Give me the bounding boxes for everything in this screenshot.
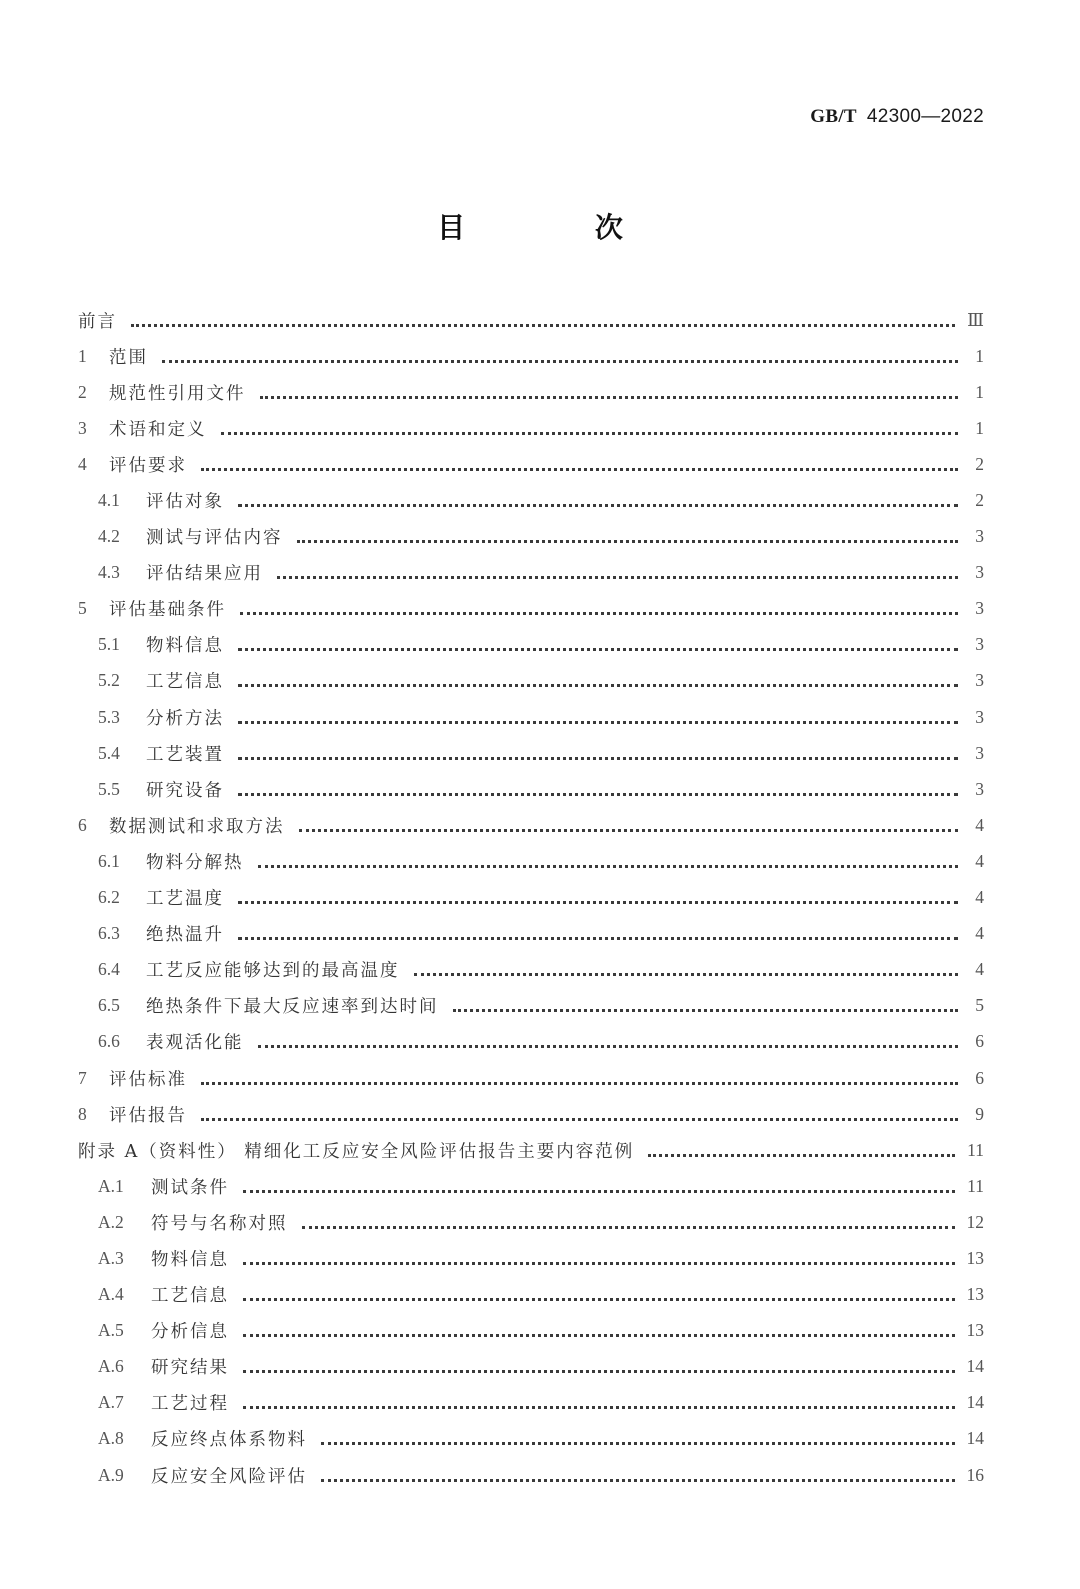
- toc-entry-title: 工艺信息: [151, 1286, 229, 1307]
- toc-entry[interactable]: [78, 1204, 984, 1240]
- dot-leader: [221, 428, 959, 435]
- toc-entry[interactable]: [78, 699, 984, 735]
- toc-entry[interactable]: [78, 771, 984, 807]
- toc-entry-page-number: 14: [966, 1356, 984, 1377]
- toc-entry-number: A.3: [98, 1247, 124, 1268]
- dot-leader: [321, 1438, 955, 1445]
- toc-entry-title: 工艺装置: [146, 744, 224, 765]
- toc-entry-page-number: 3: [975, 670, 984, 691]
- toc-entry-page-number: 3: [975, 634, 984, 655]
- toc-entry-page-number: 3: [975, 562, 984, 583]
- dot-leader: [243, 1330, 955, 1337]
- toc-entry[interactable]: [78, 1277, 984, 1313]
- dot-leader: [238, 897, 958, 904]
- toc-entry-number: 3: [78, 417, 87, 438]
- toc-entry-title: 数据测试和求取方法: [109, 816, 285, 837]
- toc-entry-title: 工艺过程: [151, 1394, 229, 1415]
- toc-entry-page-number: 6: [975, 1031, 984, 1052]
- toc-entry-title: 物料信息: [146, 636, 224, 657]
- toc-entry-number: A.9: [98, 1464, 124, 1485]
- toc-entry-number: A.8: [98, 1428, 124, 1449]
- toc-entry-page-number: 3: [975, 598, 984, 619]
- toc-entry[interactable]: [78, 410, 984, 446]
- toc-entry-page-number: 13: [966, 1320, 984, 1341]
- dot-leader: [238, 789, 958, 796]
- toc-entry-title: 评估结果应用: [146, 564, 263, 585]
- dot-leader: [414, 969, 959, 976]
- toc-entry-number: 7: [78, 1067, 87, 1088]
- toc-entry-title: 研究设备: [146, 780, 224, 801]
- toc-entry-title: 物料信息: [151, 1249, 229, 1270]
- dot-leader: [162, 356, 958, 363]
- standard-prefix: GB/T: [810, 106, 857, 127]
- toc-entry-title: 评估对象: [146, 492, 224, 513]
- toc-entry-page-number: 1: [975, 417, 984, 438]
- toc-entry[interactable]: [78, 916, 984, 952]
- toc-entry-title: 评估基础条件: [109, 600, 226, 621]
- toc-entry-page-number: 14: [966, 1392, 984, 1413]
- toc-entry-page-number: 4: [975, 850, 984, 871]
- toc-entry-title: 反应安全风险评估: [151, 1466, 307, 1487]
- toc-entry-number: 4.2: [98, 526, 120, 547]
- toc-entry-page-number: Ⅲ: [967, 309, 984, 330]
- dot-leader: [297, 536, 959, 543]
- toc-entry[interactable]: [78, 880, 984, 916]
- toc-entry-page-number: 13: [966, 1247, 984, 1268]
- toc-entry[interactable]: [78, 1457, 984, 1493]
- toc-entry-number: 5.1: [98, 634, 120, 655]
- dot-leader: [302, 1222, 955, 1229]
- toc-entry-page-number: 5: [975, 995, 984, 1016]
- toc-entry-number: 2: [78, 381, 87, 402]
- dot-leader: [648, 1150, 955, 1157]
- toc-entry-page-number: 3: [975, 526, 984, 547]
- toc-entry-number: 5.4: [98, 742, 120, 763]
- toc-entry-number: 5: [78, 598, 87, 619]
- toc-entry[interactable]: [78, 988, 984, 1024]
- toc-entry-number: 5.3: [98, 706, 120, 727]
- toc-entry-title: 绝热温升: [146, 925, 224, 946]
- dot-leader: [238, 500, 958, 507]
- toc-entry-title: 物料分解热: [146, 852, 244, 873]
- toc-entry-number: 6.3: [98, 923, 120, 944]
- toc-entry[interactable]: [78, 1349, 984, 1385]
- toc-entry[interactable]: [78, 374, 984, 410]
- standard-code: [810, 106, 984, 128]
- toc-entry-page-number: 2: [975, 453, 984, 474]
- dot-leader: [453, 1005, 959, 1012]
- toc-entry-title: 术语和定义: [109, 419, 207, 440]
- dot-leader: [299, 825, 959, 832]
- dot-leader: [243, 1258, 955, 1265]
- toc-entry-title: 评估标准: [109, 1069, 187, 1090]
- toc-entry[interactable]: [78, 843, 984, 879]
- toc-entry-title: 评估报告: [109, 1105, 187, 1126]
- toc-entry-number: 5.5: [98, 778, 120, 799]
- toc-entry-number: 4.3: [98, 562, 120, 583]
- toc-entry-number: A.5: [98, 1320, 124, 1341]
- toc-entry-number: 8: [78, 1103, 87, 1124]
- toc-entry-title: 范围: [109, 347, 148, 368]
- toc-entry[interactable]: [78, 1060, 984, 1096]
- toc-entry-page-number: 4: [975, 887, 984, 908]
- dot-leader: [238, 680, 958, 687]
- toc-entry-title: 符号与名称对照: [151, 1213, 288, 1234]
- toc-entry-page-number: 4: [975, 959, 984, 980]
- toc-entry-number: A.2: [98, 1211, 124, 1232]
- dot-leader: [238, 644, 958, 651]
- toc-entry-page-number: 12: [966, 1211, 984, 1232]
- toc-entry-number: 5.2: [98, 670, 120, 691]
- dot-leader: [260, 392, 959, 399]
- toc-entry-number: 6.1: [98, 850, 120, 871]
- dot-leader: [321, 1475, 955, 1482]
- toc-entry-page-number: 3: [975, 742, 984, 763]
- toc-entry-page-number: 6: [975, 1067, 984, 1088]
- dot-leader: [238, 717, 958, 724]
- toc-entry-number: 4: [78, 453, 87, 474]
- toc-entry-number: A.7: [98, 1392, 124, 1413]
- toc-entry-page-number: 4: [975, 923, 984, 944]
- toc-entry-page-number: 1: [975, 345, 984, 366]
- toc-entry[interactable]: [78, 1096, 984, 1132]
- dot-leader: [258, 861, 959, 868]
- toc-entry[interactable]: [78, 1313, 984, 1349]
- toc-entry-title: 测试条件: [151, 1177, 229, 1198]
- toc-entry-title: 表观活化能: [146, 1033, 244, 1054]
- dot-leader: [201, 1078, 958, 1085]
- toc-entry[interactable]: [78, 663, 984, 699]
- toc-entry[interactable]: [78, 302, 984, 338]
- toc-entry-number: 6.5: [98, 995, 120, 1016]
- toc-entry-page-number: 11: [967, 1139, 984, 1160]
- dot-leader: [131, 320, 955, 327]
- toc-entry-number: A.1: [98, 1175, 124, 1196]
- toc-entry-page-number: 9: [975, 1103, 984, 1124]
- toc-entry-title: 反应终点体系物料: [151, 1430, 307, 1451]
- toc-entry[interactable]: [78, 807, 984, 843]
- dot-leader: [243, 1402, 955, 1409]
- toc-entry-title: 评估要求: [109, 455, 187, 476]
- toc-entry-title: 测试与评估内容: [146, 528, 283, 549]
- dot-leader: [243, 1186, 955, 1193]
- toc-entry-number: 4.1: [98, 490, 120, 511]
- dot-leader: [201, 464, 958, 471]
- toc-entry[interactable]: [78, 555, 984, 591]
- dot-leader: [238, 753, 958, 760]
- toc-entry[interactable]: [78, 519, 984, 555]
- toc-entry[interactable]: [78, 591, 984, 627]
- toc-entry-page-number: 14: [966, 1428, 984, 1449]
- toc-entry[interactable]: [78, 482, 984, 518]
- table-of-contents: [78, 302, 984, 1493]
- toc-entry[interactable]: [78, 1024, 984, 1060]
- toc-entry-page-number: 13: [966, 1284, 984, 1305]
- dot-leader: [243, 1366, 955, 1373]
- toc-entry[interactable]: [78, 735, 984, 771]
- toc-entry[interactable]: [78, 627, 984, 663]
- toc-entry-number: 6: [78, 814, 87, 835]
- page-title: 目 次: [437, 211, 683, 244]
- toc-entry-page-number: 2: [975, 490, 984, 511]
- toc-entry-number: 6.2: [98, 887, 120, 908]
- toc-entry-page-number: 1: [975, 381, 984, 402]
- toc-entry-page-number: 3: [975, 706, 984, 727]
- dot-leader: [243, 1294, 955, 1301]
- toc-entry-number: A.4: [98, 1284, 124, 1305]
- toc-entry[interactable]: [78, 1385, 984, 1421]
- toc-entry-page-number: 4: [975, 814, 984, 835]
- toc-entry-title: 前言: [78, 311, 117, 332]
- toc-entry[interactable]: [78, 446, 984, 482]
- toc-entry-title: 分析方法: [146, 708, 224, 729]
- toc-entry-title: 绝热条件下最大反应速率到达时间: [146, 997, 439, 1018]
- toc-entry[interactable]: [78, 952, 984, 988]
- standard-number: 42300—2022: [866, 106, 984, 127]
- toc-entry-page-number: 11: [967, 1175, 984, 1196]
- toc-entry-title: 分析信息: [151, 1322, 229, 1343]
- toc-entry-page-number: 3: [975, 778, 984, 799]
- toc-entry[interactable]: [78, 1240, 984, 1276]
- toc-entry-number: 6.4: [98, 959, 120, 980]
- dot-leader: [240, 608, 958, 615]
- dot-leader: [258, 1041, 959, 1048]
- toc-entry-title: 工艺信息: [146, 672, 224, 693]
- toc-entry[interactable]: [78, 1421, 984, 1457]
- dot-leader: [277, 572, 958, 579]
- toc-entry[interactable]: [78, 338, 984, 374]
- toc-entry-title: 研究结果: [151, 1358, 229, 1379]
- toc-entry-number: A.6: [98, 1356, 124, 1377]
- toc-entry[interactable]: [78, 1132, 984, 1168]
- toc-entry-title: 规范性引用文件: [109, 383, 246, 404]
- toc-entry-number: 6.6: [98, 1031, 120, 1052]
- toc-entry-title: 工艺反应能够达到的最高温度: [146, 961, 400, 982]
- toc-entry-title: 工艺温度: [146, 889, 224, 910]
- toc-entry-title: 附录 A（资料性） 精细化工反应安全风险评估报告主要内容范例: [78, 1141, 635, 1162]
- dot-leader: [201, 1114, 958, 1121]
- dot-leader: [238, 933, 958, 940]
- toc-entry[interactable]: [78, 1168, 984, 1204]
- toc-entry-page-number: 16: [966, 1464, 984, 1485]
- toc-entry-number: 1: [78, 345, 87, 366]
